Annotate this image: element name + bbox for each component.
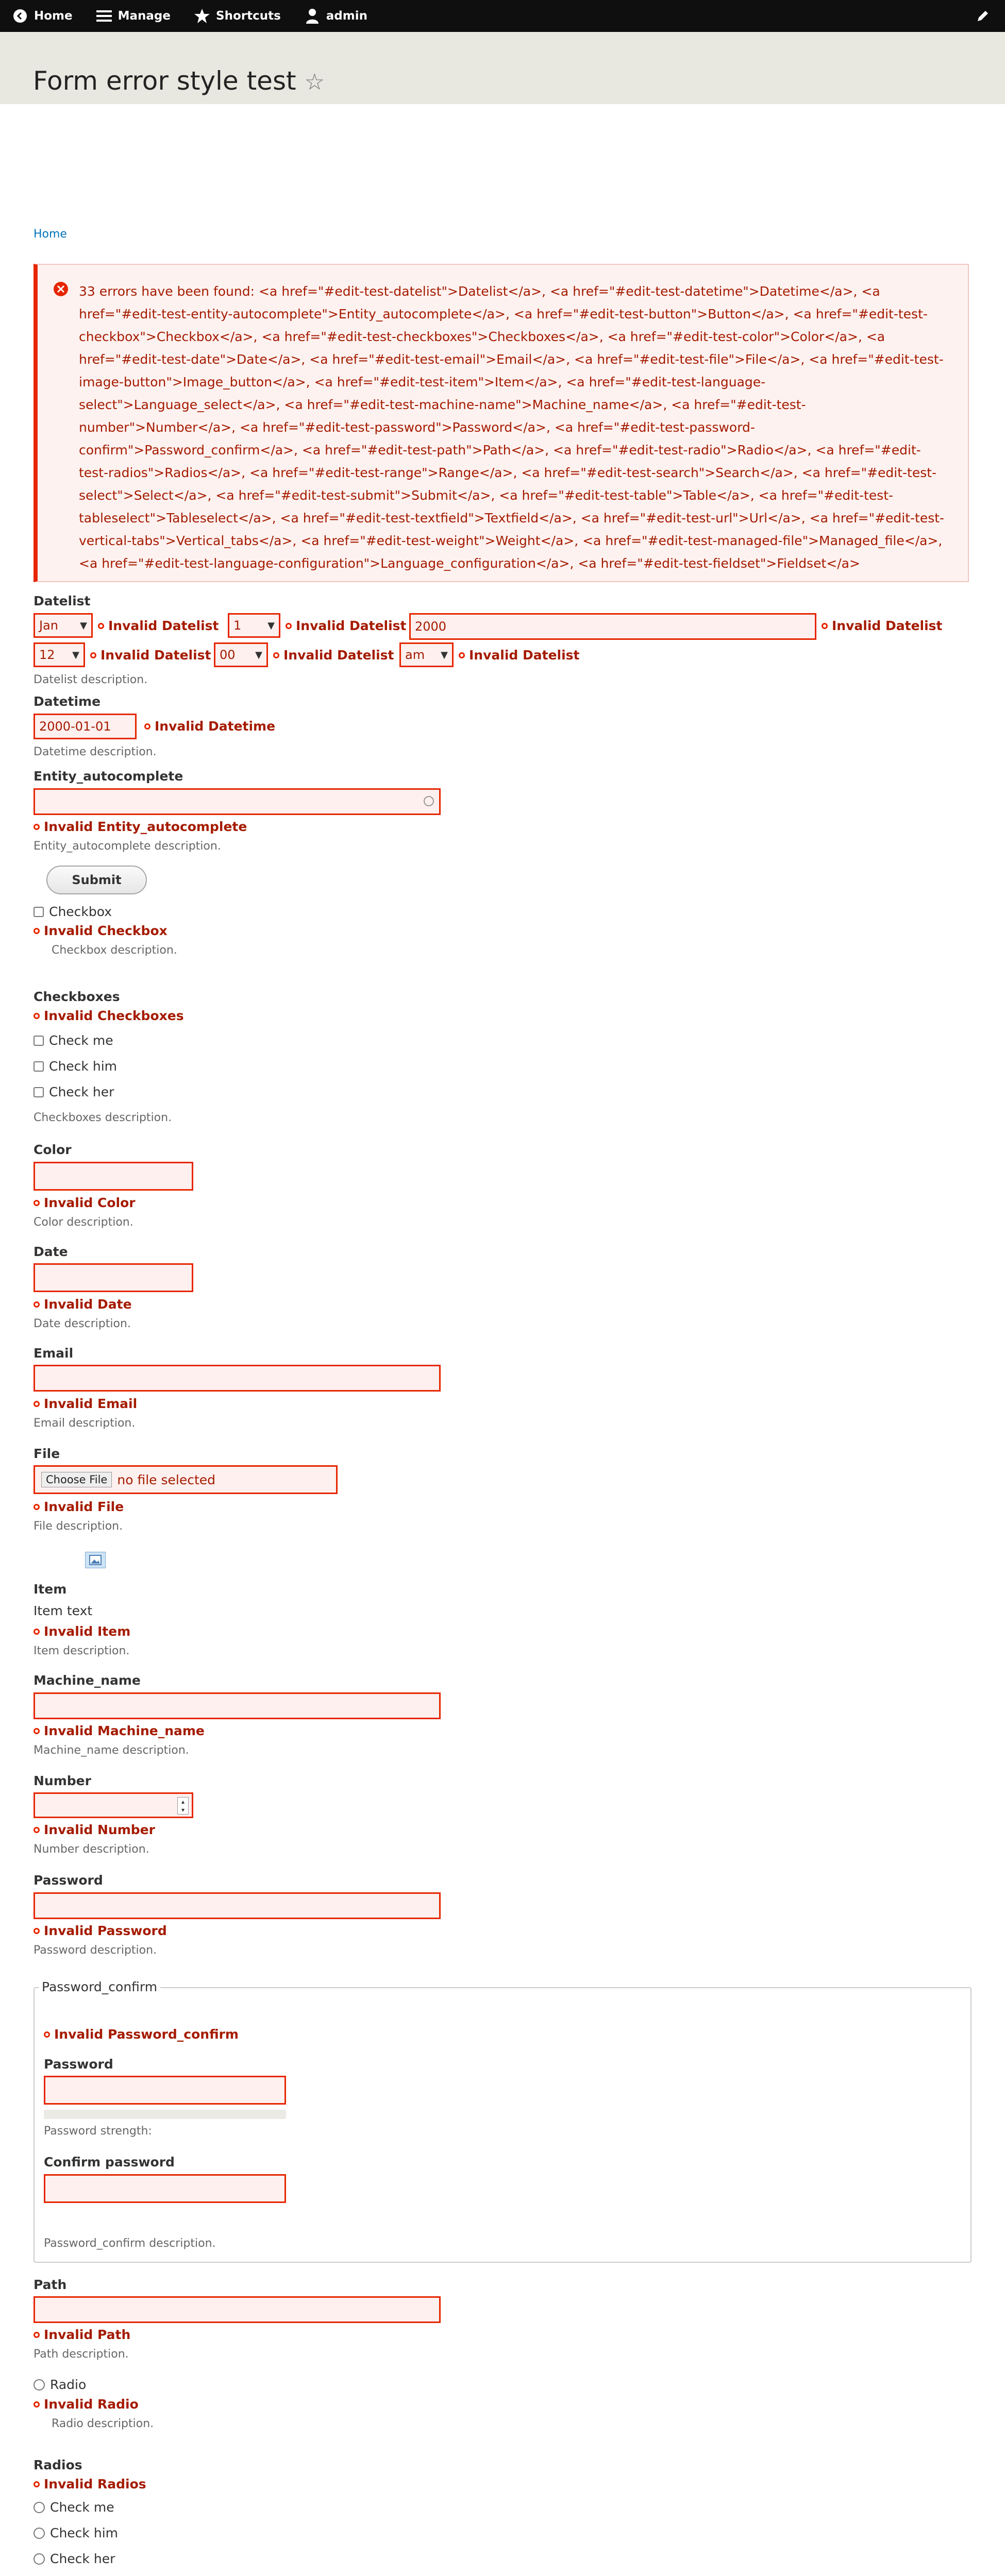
datetime-description: Datetime description. bbox=[34, 745, 157, 758]
toolbar-shortcuts[interactable] bbox=[182, 7, 292, 25]
error-dot-icon bbox=[34, 824, 40, 830]
datelist-error-text: Invalid Datelist bbox=[100, 648, 211, 663]
datelist-hour-value: 12 bbox=[39, 648, 55, 662]
toolbar-user[interactable] bbox=[292, 7, 379, 25]
checkboxes-option[interactable] bbox=[34, 1084, 114, 1099]
machine-name-error bbox=[34, 1723, 205, 1738]
radios-option-label: Check me bbox=[50, 2500, 114, 2515]
submit-button-top[interactable]: Submit bbox=[46, 866, 147, 894]
toolbar-shortcuts-label: Shortcuts bbox=[216, 9, 281, 23]
path-description: Path description. bbox=[34, 2348, 129, 2361]
checkbox-error-text: Invalid Checkbox bbox=[44, 923, 167, 938]
checkbox-option[interactable] bbox=[34, 904, 112, 919]
page-title-text: Form error style test bbox=[33, 66, 296, 96]
user-icon bbox=[304, 7, 321, 25]
datetime-error bbox=[144, 719, 275, 734]
checkboxes-label: Checkboxes bbox=[34, 989, 120, 1004]
password-error bbox=[34, 1923, 167, 1938]
radio-input[interactable] bbox=[34, 2502, 45, 2513]
password-confirm-password-input[interactable] bbox=[44, 2076, 286, 2105]
error-dot-icon bbox=[144, 723, 150, 730]
password-label: Password bbox=[34, 1873, 103, 1888]
entity-autocomplete-error-text: Invalid Entity_autocomplete bbox=[44, 819, 247, 834]
toolbar-edit[interactable] bbox=[963, 7, 1005, 25]
checkboxes-option[interactable] bbox=[34, 1033, 113, 1048]
radios-label: Radios bbox=[34, 2458, 82, 2472]
error-dot-icon bbox=[44, 2031, 50, 2038]
confirm-password-label: Confirm password bbox=[44, 2155, 175, 2170]
email-error-text: Invalid Email bbox=[44, 1396, 138, 1411]
path-input[interactable] bbox=[34, 2296, 441, 2323]
datelist-description: Datelist description. bbox=[34, 673, 148, 686]
machine-name-label: Machine_name bbox=[34, 1673, 141, 1688]
datelist-day-value: 1 bbox=[233, 618, 242, 633]
checkbox-input[interactable] bbox=[34, 907, 44, 917]
machine-name-description: Machine_name description. bbox=[34, 1744, 189, 1757]
datetime-label: Datetime bbox=[34, 694, 101, 709]
radios-option-label: Check him bbox=[50, 2526, 118, 2540]
checkboxes-option[interactable] bbox=[34, 1059, 117, 1074]
radio-error bbox=[34, 2397, 139, 2412]
toolbar-manage-label: Manage bbox=[118, 9, 171, 23]
breadcrumb-home[interactable]: Home bbox=[34, 228, 67, 241]
datelist-error-1 bbox=[98, 618, 219, 633]
error-message-box bbox=[34, 264, 969, 582]
checkboxes-option-label: Check her bbox=[49, 1084, 114, 1099]
confirm-password-input[interactable] bbox=[44, 2174, 286, 2203]
datelist-error-3 bbox=[822, 618, 943, 633]
password-confirm-legend: Password_confirm bbox=[39, 1979, 160, 1994]
machine-name-error-text: Invalid Machine_name bbox=[44, 1723, 205, 1738]
radios-error bbox=[34, 2477, 146, 2492]
date-input[interactable] bbox=[34, 1263, 193, 1292]
error-dot-icon bbox=[459, 652, 465, 658]
datelist-error-text: Invalid Datelist bbox=[283, 648, 394, 663]
datelist-error-text: Invalid Datelist bbox=[108, 618, 219, 633]
password-confirm-error-text: Invalid Password_confirm bbox=[54, 2027, 239, 2042]
checkboxes-option-label: Check him bbox=[49, 1059, 117, 1074]
email-input[interactable] bbox=[34, 1365, 441, 1392]
password-confirm-description: Password_confirm description. bbox=[44, 2237, 216, 2250]
error-dot-icon bbox=[98, 623, 104, 629]
error-dot-icon bbox=[34, 1401, 40, 1407]
error-dot-icon bbox=[34, 1928, 40, 1934]
machine-name-input[interactable] bbox=[34, 1692, 441, 1719]
email-error bbox=[34, 1396, 137, 1411]
file-status: no file selected bbox=[117, 1472, 215, 1487]
datelist-error-text: Invalid Datelist bbox=[469, 648, 580, 663]
toolbar-home-label: Home bbox=[34, 9, 73, 23]
home-icon bbox=[11, 7, 29, 25]
entity-autocomplete-description: Entity_autocomplete description. bbox=[34, 840, 221, 853]
color-error bbox=[34, 1195, 136, 1210]
datelist-day-select[interactable] bbox=[228, 613, 280, 638]
error-dot-icon bbox=[34, 1504, 40, 1510]
file-error bbox=[34, 1499, 124, 1514]
radio-input[interactable] bbox=[34, 2379, 45, 2391]
password-error-text: Invalid Password bbox=[44, 1923, 167, 1938]
password-description: Password description. bbox=[34, 1944, 157, 1957]
datetime-value: 2000-01-01 bbox=[39, 719, 111, 734]
checkboxes-option-label: Check me bbox=[49, 1033, 113, 1048]
number-error bbox=[34, 1822, 155, 1837]
datelist-error-6 bbox=[459, 648, 580, 663]
entity-autocomplete-input[interactable] bbox=[34, 788, 441, 815]
radio-input[interactable] bbox=[34, 2528, 45, 2539]
item-description: Item description. bbox=[34, 1645, 130, 1657]
date-label: Date bbox=[34, 1244, 68, 1259]
path-error bbox=[34, 2327, 130, 2342]
email-label: Email bbox=[34, 1346, 74, 1361]
password-confirm-password-label: Password bbox=[44, 2057, 113, 2072]
chevron-down-icon: ▼ bbox=[80, 620, 87, 631]
datelist-error-4 bbox=[90, 648, 211, 663]
color-label: Color bbox=[34, 1142, 72, 1157]
radio-option[interactable] bbox=[34, 2377, 86, 2392]
color-description: Color description. bbox=[34, 1216, 133, 1229]
password-input[interactable] bbox=[34, 1892, 441, 1919]
error-dot-icon bbox=[34, 1629, 40, 1635]
menu-icon bbox=[95, 7, 113, 25]
datelist-minute-select[interactable] bbox=[214, 642, 268, 667]
file-choose-button[interactable]: Choose File bbox=[41, 1472, 112, 1487]
error-icon bbox=[53, 281, 69, 297]
error-dot-icon bbox=[34, 1301, 40, 1308]
date-description: Date description. bbox=[34, 1317, 131, 1330]
password-strength-meter bbox=[44, 2110, 286, 2119]
number-input[interactable] bbox=[34, 1792, 193, 1818]
datelist-month-value: Jan bbox=[39, 618, 58, 633]
file-label: File bbox=[34, 1446, 60, 1461]
color-error-text: Invalid Color bbox=[44, 1195, 136, 1210]
radios-error-text: Invalid Radios bbox=[44, 2477, 146, 2492]
page-title bbox=[33, 66, 325, 96]
error-dot-icon bbox=[34, 1728, 40, 1734]
password-strength-label: Password strength: bbox=[44, 2125, 152, 2138]
datetime-error-text: Invalid Datetime bbox=[155, 719, 276, 734]
page-header bbox=[0, 32, 1005, 104]
toolbar-manage[interactable] bbox=[84, 7, 182, 25]
password-confirm-error bbox=[44, 2027, 239, 2042]
file-description: File description. bbox=[34, 1520, 123, 1533]
admin-toolbar bbox=[0, 0, 1005, 32]
error-message-text: 33 errors have been found: <a href="#edit-test-datelist">Datelist</a>, <a href="#edit-test-datetime">Datetime</a>, <a href="#edit-test-entity-autocomplete">Entity_autocomplete</a>, <a href="#edit-test-button">Button</a>, <a href="#edit-test-checkbox">Checkbox</a>, <a href="#edit-test-checkboxes">Checkboxes</a>, <a href="#edit-test-color">Color</a>, <a href="#edit-test-date">Date</a>, <a href="#edit-test-email">Email</a>, <a href="#edit-test-file">File</a>, <a href="#edit-test-image-button">Image_button</a>, <a href="#edit-test-item">Item</a>, <a href="#edit-test-language-select">Language_select</a>, <a href="#edit-test-machine-name">Machine_name</a>, <a href="#edit-test-number">Number</a>, <a href="#edit-test-password">Password</a>, <a href="#edit-test-password-confirm">Password_confirm</a>, <a href="#edit-test-path">Path</a>, <a href="#edit-test-radio">Radio</a>, <a href="#edit-test-radios">Radios</a>, <a href="#edit-test-range">Range</a>, <a href="#edit-test-search">Search</a>, <a href="#edit-test-select">Select</a>, <a href="#edit-test-submit">Submit</a>, <a href="#edit-test-table">Table</a>, <a href="#edit-test-tableselect">Tableselect</a>, <a href="#edit-test-textfield">Textfield</a>, <a href="#edit-test-url">Url</a>, <a href="#edit-test-vertical-tabs">Vertical_tabs</a>, <a href="#edit-test-weight">Weight</a>, <a href="#edit-test-managed-file">Managed_file</a>, <a href="#edit-test-language-configuration">Language_configuration</a>, <a href="#edit-test-fieldset">Fieldset</a> bbox=[79, 284, 945, 571]
chevron-down-icon: ▼ bbox=[267, 620, 275, 631]
number-error-text: Invalid Number bbox=[44, 1822, 155, 1837]
path-error-text: Invalid Path bbox=[44, 2327, 131, 2342]
checkbox-label: Checkbox bbox=[49, 904, 112, 919]
chevron-down-icon: ▼ bbox=[255, 649, 262, 660]
chevron-down-icon: ▼ bbox=[72, 649, 79, 660]
error-dot-icon bbox=[34, 2332, 40, 2338]
radios-option[interactable] bbox=[34, 2500, 114, 2515]
autocomplete-throbber-icon bbox=[424, 796, 434, 806]
checkbox-error bbox=[34, 923, 167, 938]
file-error-text: Invalid File bbox=[44, 1499, 124, 1514]
number-label: Number bbox=[34, 1773, 91, 1788]
datelist-error-5 bbox=[273, 648, 394, 663]
error-dot-icon bbox=[34, 1827, 40, 1833]
checkbox-input[interactable] bbox=[34, 1061, 44, 1072]
error-dot-icon bbox=[273, 652, 279, 658]
datelist-error-text: Invalid Datelist bbox=[832, 618, 943, 633]
datelist-error-text: Invalid Datelist bbox=[296, 618, 407, 633]
error-dot-icon bbox=[34, 928, 40, 934]
date-error bbox=[34, 1297, 132, 1312]
radios-option-label: Check her bbox=[50, 2551, 115, 2566]
shortcut-star-icon[interactable]: ☆ bbox=[304, 69, 325, 95]
datelist-label: Datelist bbox=[34, 594, 91, 608]
entity-autocomplete-error bbox=[34, 819, 247, 834]
email-description: Email description. bbox=[34, 1417, 136, 1430]
error-dot-icon bbox=[90, 652, 96, 658]
datelist-month-select[interactable] bbox=[34, 613, 93, 638]
checkboxes-description: Checkboxes description. bbox=[34, 1111, 172, 1124]
datelist-year-value: 2000 bbox=[415, 619, 447, 634]
radios-option[interactable] bbox=[34, 2551, 115, 2566]
datelist-year-select[interactable] bbox=[409, 613, 816, 640]
star-icon bbox=[193, 7, 211, 25]
date-error-text: Invalid Date bbox=[44, 1297, 132, 1312]
color-input[interactable] bbox=[34, 1162, 193, 1191]
datetime-input[interactable] bbox=[34, 714, 137, 739]
radios-option[interactable] bbox=[34, 2526, 118, 2540]
file-input[interactable] bbox=[34, 1465, 338, 1494]
item-text: Item text bbox=[34, 1603, 93, 1618]
pencil-icon bbox=[974, 7, 992, 25]
checkboxes-error-text: Invalid Checkboxes bbox=[44, 1008, 184, 1023]
error-dot-icon bbox=[286, 623, 292, 629]
number-description: Number description. bbox=[34, 1843, 149, 1856]
error-dot-icon bbox=[34, 2481, 40, 2487]
entity-autocomplete-label: Entity_autocomplete bbox=[34, 769, 183, 784]
datelist-ampm-value: am bbox=[405, 648, 425, 662]
error-dot-icon bbox=[822, 623, 828, 629]
toolbar-user-label: admin bbox=[326, 9, 367, 23]
error-dot-icon bbox=[34, 1013, 40, 1019]
datelist-minute-value: 00 bbox=[220, 648, 236, 662]
image-icon bbox=[86, 1552, 105, 1568]
checkboxes-error bbox=[34, 1008, 184, 1023]
datelist-ampm-select[interactable] bbox=[399, 642, 454, 667]
chevron-down-icon: ▼ bbox=[441, 649, 448, 660]
checkbox-description: Checkbox description. bbox=[52, 944, 177, 957]
error-dot-icon bbox=[34, 1200, 40, 1206]
datelist-error-2 bbox=[286, 618, 407, 633]
path-label: Path bbox=[34, 2277, 67, 2292]
item-error bbox=[34, 1624, 130, 1639]
radio-input[interactable] bbox=[34, 2553, 45, 2565]
checkbox-input[interactable] bbox=[34, 1087, 44, 1097]
radio-label: Radio bbox=[50, 2377, 87, 2392]
item-error-text: Invalid Item bbox=[44, 1624, 131, 1639]
error-dot-icon bbox=[34, 2401, 40, 2408]
image-button[interactable] bbox=[85, 1552, 106, 1568]
radio-error-text: Invalid Radio bbox=[44, 2397, 139, 2412]
checkbox-input[interactable] bbox=[34, 1036, 44, 1046]
number-spinner-icon[interactable]: ▴ ▾ bbox=[177, 1797, 189, 1815]
radio-description: Radio description. bbox=[52, 2417, 154, 2430]
item-label: Item bbox=[34, 1582, 67, 1597]
datelist-hour-select[interactable] bbox=[34, 642, 85, 667]
toolbar-home[interactable] bbox=[0, 7, 84, 25]
